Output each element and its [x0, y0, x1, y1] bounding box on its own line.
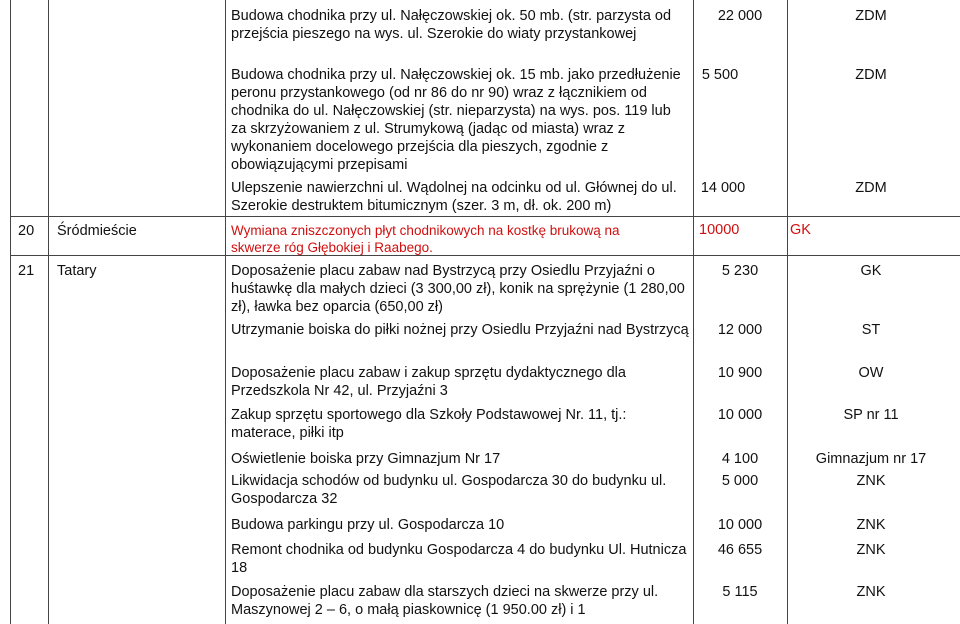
amount-cell: 10000: [699, 222, 740, 238]
column-divider-district: [225, 0, 226, 624]
unit-cell: ZDM: [855, 67, 887, 83]
description-cell: Utrzymanie boiska do piłki nożnej przy Osiedlu Przyjaźni nad Bystrzycą: [231, 322, 689, 338]
column-divider-no: [48, 0, 49, 624]
district-cell: Tatary: [57, 263, 97, 279]
row-number: 21: [18, 263, 35, 279]
amount-cell: 10 900: [717, 365, 763, 381]
row-number: 20: [18, 223, 35, 239]
row-divider: [10, 216, 960, 217]
amount-cell: 4 100: [721, 451, 759, 467]
amount-cell: 22 000: [717, 8, 763, 24]
amount-cell: 14 000: [700, 180, 746, 196]
amount-cell: 12 000: [717, 322, 763, 338]
description-cell: Budowa parkingu przy ul. Gospodarcza 10: [231, 517, 505, 533]
column-divider-amount: [787, 0, 788, 624]
unit-cell: ZNK: [856, 517, 886, 533]
column-divider-description: [693, 0, 694, 624]
unit-cell: ZDM: [855, 180, 887, 196]
unit-cell: SP nr 11: [843, 407, 899, 423]
unit-cell: ZNK: [856, 584, 886, 600]
description-cell: Remont chodnika od budynku Gospodarcza 4 do budynku Ul. Hutnicza 18: [231, 542, 691, 576]
description-cell: Budowa chodnika przy ul. Nałęczowskiej ok. 50 mb. (str. parzysta od przejścia pieszego na wys. ul. Szerokie do wiaty przystankowej: [231, 8, 676, 42]
amount-cell: 5 500: [701, 67, 739, 83]
description-cell: Wymiana zniszczonych płyt chodnikowych na kostkę brukową na skwerze róg Głębokiej i Raabego.: [231, 223, 624, 255]
amount-cell: 5 115: [722, 584, 758, 600]
amount-cell: 5 230: [721, 263, 759, 279]
description-cell: Budowa chodnika przy ul. Nałęczowskiej ok. 15 mb. jako przedłużenie peronu przystankowego (od nr 86 do nr 90) wraz z łącznikiem od chodnika do ul. Nałęczowskiej (str. nieparzysta) na wys. pos. 119 lub za skrzyżowaniem z ul. Strumykową (jadąc od miasta) wraz z wykonaniem docelowego przejścia dla pieszych, zgodnie z obowiązującymi przepisami: [231, 67, 685, 173]
description-cell: Doposażenie placu zabaw dla starszych dzieci na skwerze przy ul. Maszynowej 2 – 6, o małą piaskownicę (1 950.00 zł) i 1: [231, 584, 663, 618]
description-cell: Likwidacja schodów od budynku ul. Gospodarcza 30 do budynku ul. Gospodarcza 32: [231, 473, 671, 507]
unit-cell: ZNK: [856, 473, 886, 489]
table-border-left: [10, 0, 11, 624]
unit-cell: ZNK: [856, 542, 886, 558]
amount-cell: 10 000: [717, 407, 763, 423]
description-cell: Doposażenie placu zabaw nad Bystrzycą przy Osiedlu Przyjaźni o huśtawkę dla małych dzieci (3 300,00 zł), konik na sprężynie (1 280,00 zł), ławka bez oparcia (650,00 zł): [231, 263, 689, 315]
unit-cell: ST: [861, 322, 881, 338]
description-cell: Ulepszenie nawierzchni ul. Wądolnej na odcinku od ul. Głównej do ul. Szerokie destruktem bitumicznym (szer. 3 m, dł. ok. 200 m): [231, 180, 681, 214]
amount-cell: 10 000: [717, 517, 763, 533]
unit-cell: Gimnazjum nr 17: [815, 451, 927, 467]
amount-cell: 5 000: [721, 473, 759, 489]
amount-cell: 46 655: [717, 542, 763, 558]
unit-cell: ZDM: [855, 8, 887, 24]
description-cell: Doposażenie placu zabaw i zakup sprzętu dydaktycznego dla Przedszkola Nr 42, ul. Przyjaźni 3: [231, 365, 630, 399]
unit-cell: OW: [858, 365, 884, 381]
description-cell: Oświetlenie boiska przy Gimnazjum Nr 17: [231, 451, 501, 467]
unit-cell: GK: [860, 263, 882, 279]
district-cell: Śródmieście: [57, 223, 137, 239]
description-cell: Zakup sprzętu sportowego dla Szkoły Podstawowej Nr. 11, tj.: materace, piłki itp: [231, 407, 631, 441]
unit-cell: GK: [790, 222, 811, 238]
